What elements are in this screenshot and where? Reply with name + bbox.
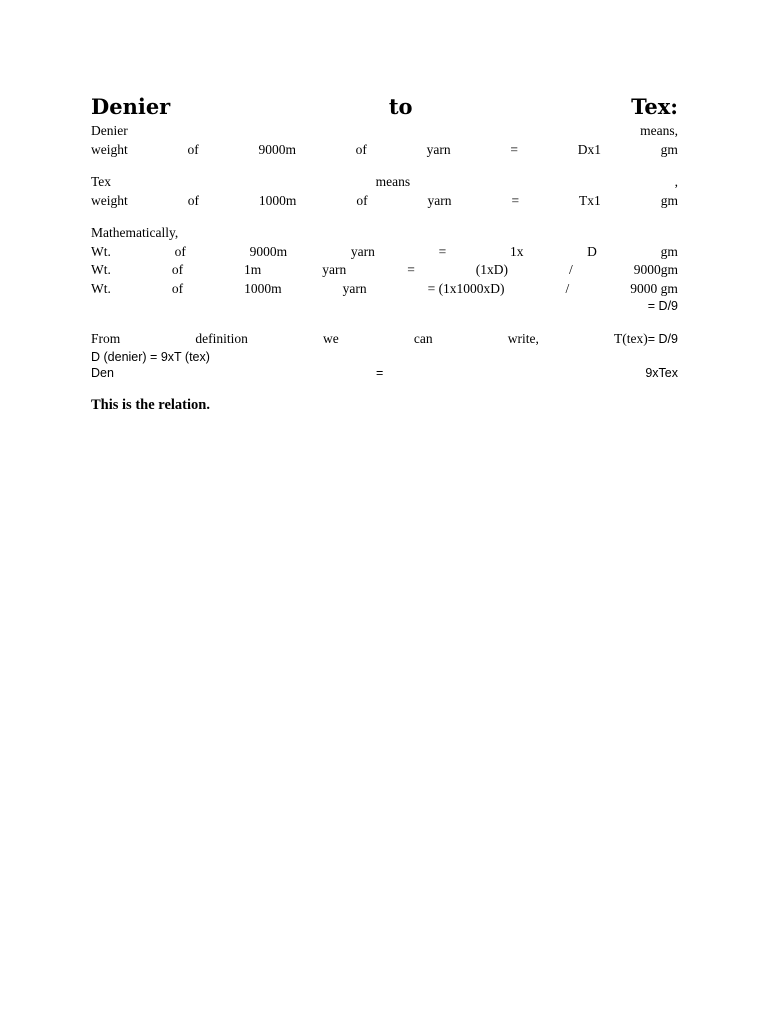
word: can <box>413 331 433 346</box>
word: Tex <box>91 174 112 189</box>
word: 9000 gm <box>630 280 678 296</box>
word: write, <box>507 331 539 346</box>
denier-definition-line-1 <box>91 122 678 141</box>
word: / <box>565 280 570 296</box>
math-result: = D/9 <box>647 299 678 313</box>
word: Dx1 <box>577 141 601 157</box>
word: Wt. <box>91 280 111 296</box>
word: = <box>407 262 415 277</box>
word: , <box>674 174 678 189</box>
document-page <box>91 92 678 415</box>
paragraph-gap <box>91 314 678 330</box>
math-heading: Mathematically, <box>91 225 179 240</box>
word: = <box>375 365 384 380</box>
word: of <box>356 192 368 208</box>
word: weight <box>91 141 128 157</box>
word: of <box>187 192 199 208</box>
word: / <box>568 262 573 277</box>
word: weight <box>91 192 128 208</box>
tex-definition-line-2 <box>91 192 678 211</box>
word: 9000m <box>249 243 288 259</box>
math-line-3 <box>91 280 678 299</box>
word: yarn <box>426 141 451 157</box>
heading-word: Denier <box>91 94 171 119</box>
paragraph-gap <box>91 159 678 173</box>
word: D <box>587 243 597 259</box>
tex-formula <box>614 330 678 349</box>
math-line-2 <box>91 261 678 280</box>
word: Tx1 <box>579 192 601 208</box>
word: yarn <box>342 280 367 296</box>
word: Wt. <box>91 262 111 277</box>
word: 1000m <box>244 280 282 296</box>
word: = <box>511 192 520 208</box>
word: yarn <box>350 243 375 259</box>
word: Den <box>91 365 114 380</box>
word: of <box>171 280 184 296</box>
word: = (1x1000xD) <box>427 280 505 296</box>
word: gm <box>660 192 678 208</box>
definition-line-1 <box>91 330 678 349</box>
heading-denier-to-tex <box>91 92 678 122</box>
definition-line-3 <box>91 365 678 381</box>
tex-definition-line-1 <box>91 173 678 192</box>
word: definition <box>195 331 248 346</box>
tex-symbol: T(tex) <box>614 331 648 346</box>
word: gm <box>660 243 678 259</box>
paragraph-gap <box>91 381 678 395</box>
word: of <box>355 141 367 157</box>
heading-word: to <box>388 94 413 119</box>
word: means, <box>640 123 678 138</box>
word: of <box>187 141 199 157</box>
word: (1xD) <box>475 262 509 277</box>
word: of <box>174 243 186 259</box>
word: 1x <box>509 243 524 259</box>
word: gm <box>660 141 678 157</box>
word: From <box>91 331 121 346</box>
word: Wt. <box>91 243 111 259</box>
word: = <box>438 243 447 259</box>
word: of <box>171 262 184 277</box>
word: yarn <box>322 262 347 277</box>
word: 9000m <box>258 141 296 157</box>
word: means <box>375 174 411 189</box>
word: = <box>510 141 518 157</box>
closing-statement: This is the relation. <box>91 396 210 413</box>
word: 9xTex <box>645 365 678 380</box>
math-line-1 <box>91 243 678 262</box>
word: 1000m <box>258 192 297 208</box>
word: 1m <box>244 262 262 277</box>
word: we <box>323 331 339 346</box>
paragraph-gap <box>91 210 678 224</box>
word: yarn <box>427 192 452 208</box>
word: 9000gm <box>633 262 678 277</box>
denier-definition-line-2 <box>91 141 678 160</box>
heading-word: Tex: <box>631 94 678 119</box>
tex-equals-value: = D/9 <box>647 332 678 346</box>
definition-line-2: D (denier) = 9xT (tex) <box>91 349 210 364</box>
word: Denier <box>91 123 128 138</box>
